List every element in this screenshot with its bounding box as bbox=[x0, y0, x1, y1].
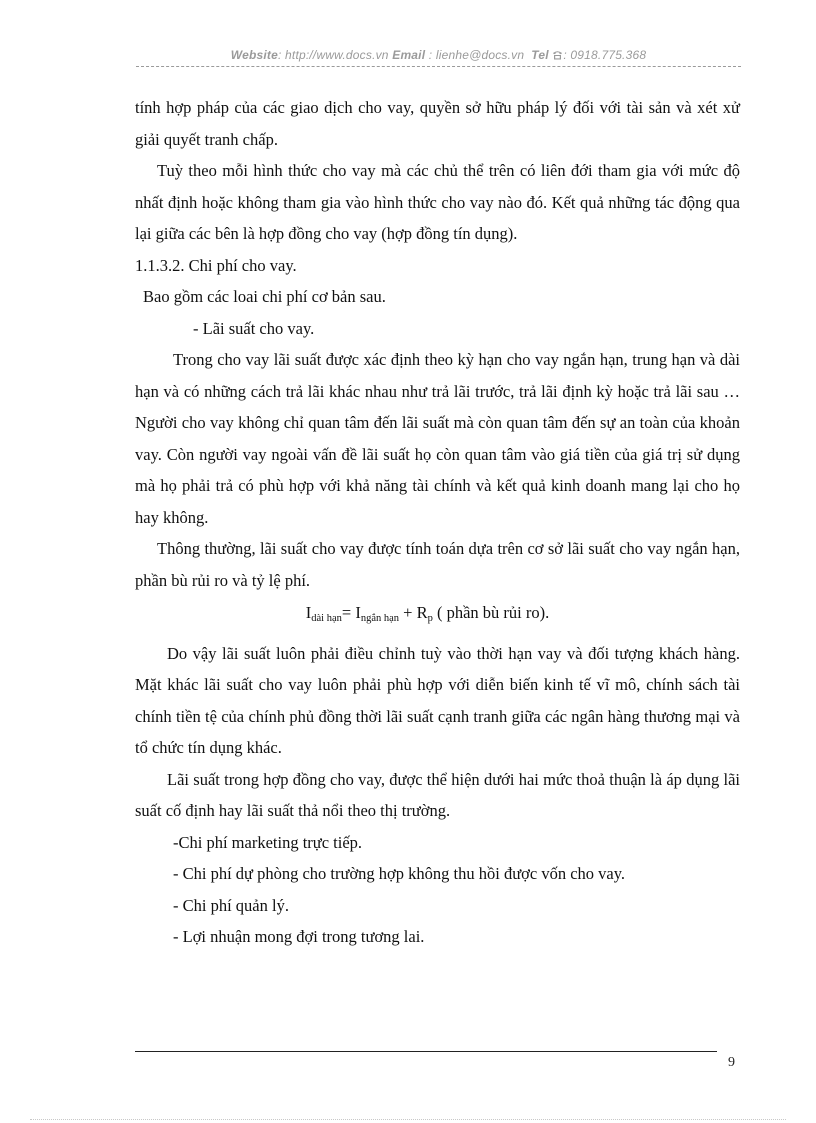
tel-number: : 0918.775.368 bbox=[563, 48, 647, 62]
paragraph-legal: tính hợp pháp của các giao dịch cho vay, quyền sở hữu pháp lý đối với tài sản và xét xử giải quyết tranh chấp. bbox=[135, 98, 740, 149]
paragraph-participants: Tuỳ theo mỗi hình thức cho vay mà các chủ thể trên có liên đới tham gia với mức độ nhất định hoặc không tham gia vào hình thức cho vay nào đó. Kết quả những tác động qua lại giữa các bên là hợp đồng cho vay (hợp đồng tín dụng). bbox=[135, 161, 740, 243]
telephone-icon bbox=[552, 48, 563, 62]
email-address[interactable]: : lienhe@docs.vn bbox=[425, 48, 525, 62]
formula-i: I bbox=[305, 603, 312, 622]
paragraph-agreement: Lãi suất trong hợp đồng cho vay, được thể hiện dưới hai mức thoả thuận là áp dụng lãi suất cố định hay lãi suất thả nổi theo thị trường. bbox=[135, 769, 740, 820]
page-edge bbox=[30, 1119, 786, 1120]
list-item: - Lợi nhuận mong đợi trong tương lai. bbox=[173, 927, 425, 946]
paragraph-interest-calc: Thông thường, lãi suất cho vay được tính toán dựa trên cơ sở lãi suất cho vay ngắn hạn, phần bù rủi ro và tỷ lệ phí. bbox=[135, 539, 740, 590]
page-number: 9 bbox=[728, 1055, 735, 1070]
paragraph-adjustment: Do vậy lãi suất luôn phải điều chỉnh tuỳ vào thời hạn vay và đối tượng khách hàng. Mặt khác lãi suất cho vay luôn phải phù hợp với diễn biến kinh tế vĩ mô, chính sách tài chính tiền tệ của chính phủ đồng thời lãi suất cạnh tranh giữa các ngân hàng thương mại và tổ chức tín dụng khác. bbox=[135, 643, 740, 757]
list-item: - Chi phí quản lý. bbox=[173, 895, 289, 915]
website-url[interactable]: : http://www.docs.vn bbox=[277, 48, 389, 62]
footer-divider bbox=[135, 1051, 717, 1052]
bullet-interest-rate: - Lãi suất cho vay. bbox=[193, 318, 315, 338]
formula-sub-long: dài hạn bbox=[311, 613, 342, 624]
formula-plus: + R bbox=[399, 603, 428, 622]
list-item: - Chi phí dự phòng cho trường hợp không thu hồi được vốn cho vay. bbox=[173, 864, 626, 883]
interest-formula bbox=[135, 597, 740, 629]
section-heading: 1.1.3.2. Chi phí cho vay. bbox=[135, 255, 297, 275]
page-header bbox=[136, 48, 741, 62]
formula-eq: = I bbox=[341, 603, 361, 622]
document-body bbox=[135, 92, 740, 953]
formula-sub-short: ngắn hạn bbox=[360, 613, 400, 624]
paragraph-interest-terms: Trong cho vay lãi suất được xác định theo kỳ hạn cho vay ngắn hạn, trung hạn và dài hạn và có những cách trả lãi khác nhau như trả lãi trước, trả lãi định kỳ hoặc trả lãi sau … Người cho vay không chỉ quan tâm đến lãi suất mà còn quan tâm đến sự an toàn của khoản vay. Còn người vay ngoài vấn đề lãi suất họ còn quan tâm vào giá tiền của giá trị sử dụng mà họ phải trả có phù hợp với khả năng tài chính và kết quả kinh doanh mang lại cho họ hay không. bbox=[135, 350, 740, 527]
list-item: -Chi phí marketing trực tiếp. bbox=[173, 832, 363, 852]
formula-rest: ( phần bù rủi ro). bbox=[432, 603, 550, 622]
email-label: Email bbox=[392, 48, 426, 62]
website-label: Website bbox=[230, 48, 278, 62]
tel-label: Tel bbox=[531, 48, 549, 62]
formula-sub-p: p bbox=[427, 613, 433, 624]
header-divider bbox=[136, 66, 741, 67]
cost-intro: Bao gồm các loai chi phí cơ bản sau. bbox=[143, 287, 386, 306]
